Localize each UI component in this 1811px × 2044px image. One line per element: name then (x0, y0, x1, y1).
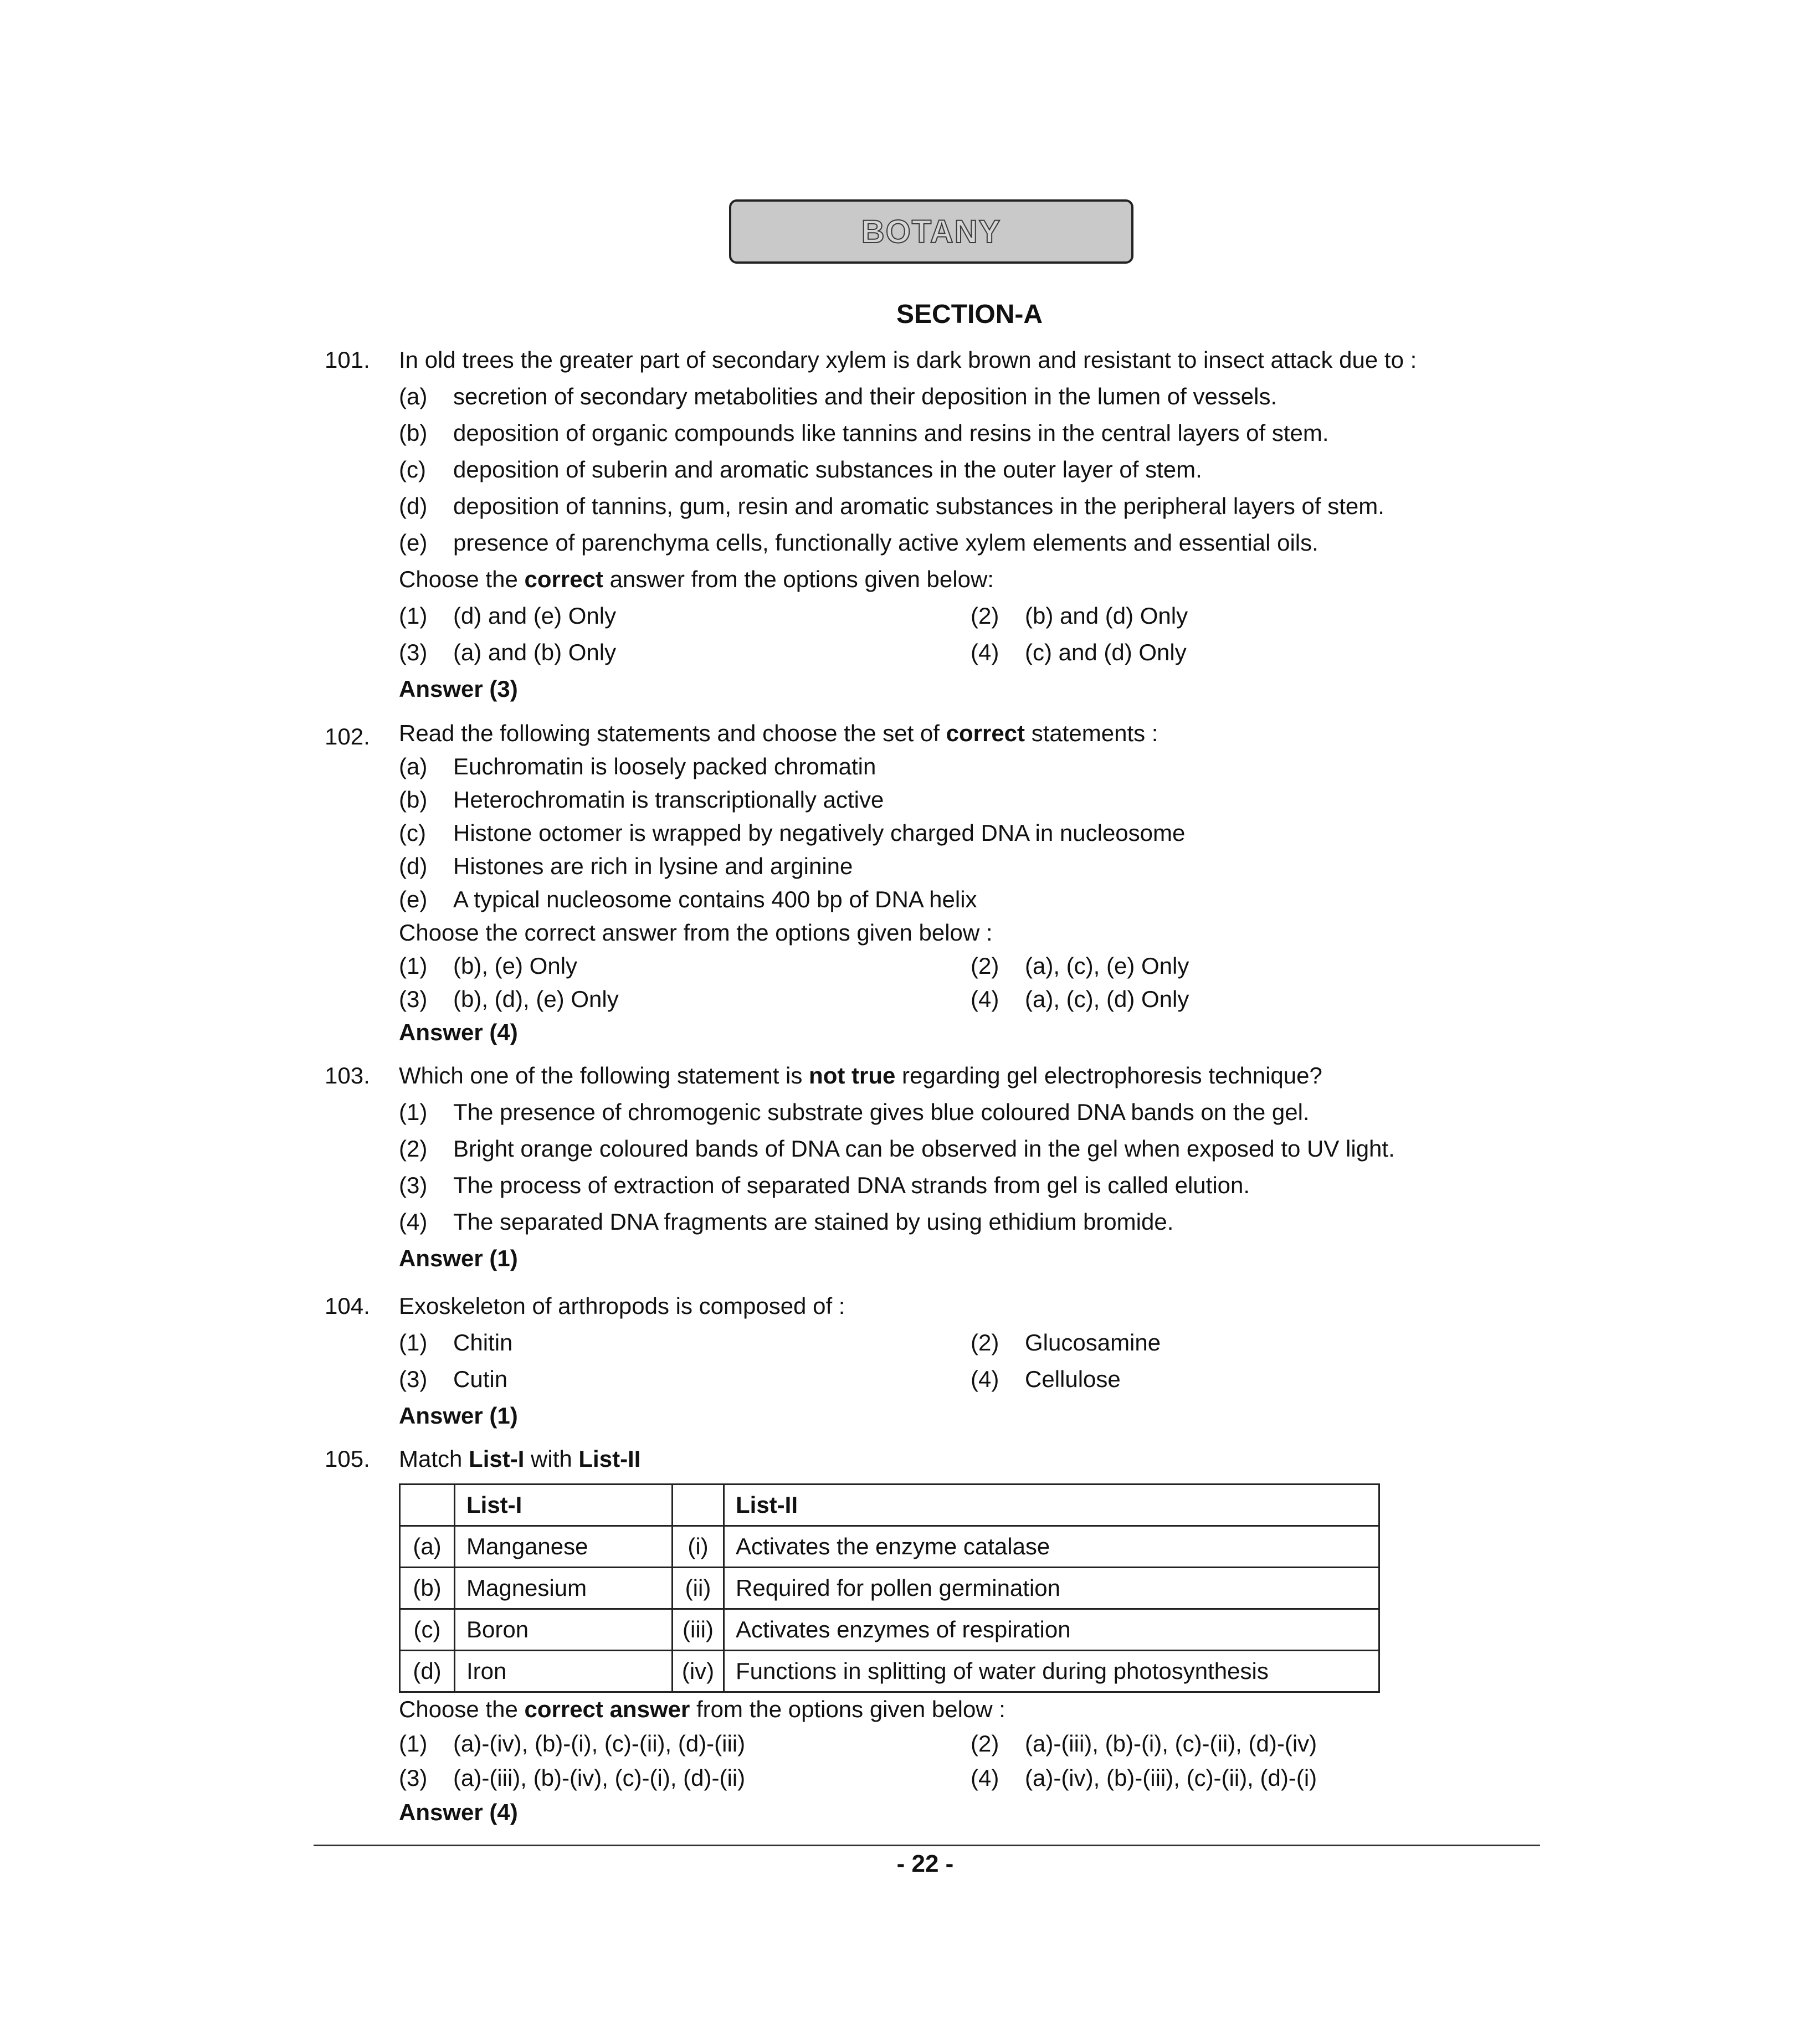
statement-label: (c) (399, 456, 426, 482)
statement-text: deposition of suberin and aromatic substances in the outer layer of stem. (453, 456, 1202, 482)
option-label: (2) (971, 1730, 999, 1757)
option-label: (3) (399, 986, 428, 1012)
question-text (399, 1446, 640, 1472)
option-label: (1) (399, 953, 428, 979)
question-text-part: statements : (1025, 720, 1158, 746)
statement-label: (e) (399, 530, 428, 556)
question-text-part: Match (399, 1446, 469, 1472)
statement-text: deposition of organic compounds like tannins and resins in the central layers of stem. (453, 420, 1329, 446)
table-cell: (b) (400, 1568, 455, 1609)
statement-text: Euchromatin is loosely packed chromatin (453, 753, 876, 779)
statement-text: presence of parenchyma cells, functionally active xylem elements and essential oils. (453, 530, 1319, 556)
statement-text: Heterochromatin is transcriptionally active (453, 787, 884, 813)
option-label: (3) (399, 1366, 428, 1392)
option-text: The separated DNA fragments are stained by using ethidium bromide. (453, 1209, 1174, 1235)
option-text: The presence of chromogenic substrate gives blue coloured DNA bands on the gel. (453, 1099, 1310, 1125)
option-text: (d) and (e) Only (453, 603, 617, 629)
table-row (400, 1568, 1379, 1609)
option-text: Cellulose (1025, 1366, 1121, 1392)
choose-instruction: Choose the correct answer from the options given below : (399, 920, 993, 946)
statement-label: (a) (399, 383, 428, 409)
table-cell: (c) (400, 1609, 455, 1651)
banner-title: BOTANY (861, 213, 1002, 250)
question-text-part: Which one of the following statement is (399, 1062, 809, 1088)
statement-label: (b) (399, 787, 428, 813)
question-emphasis: List-I (469, 1446, 525, 1472)
option-label: (3) (399, 1765, 428, 1791)
choose-instruction (399, 566, 994, 593)
answer-key: Answer (3) (399, 676, 518, 702)
statement-text: Histone octomer is wrapped by negatively charged DNA in nucleosome (453, 820, 1186, 846)
option-text: Bright orange coloured bands of DNA can be observed in the gel when exposed to UV light. (453, 1136, 1395, 1162)
match-table (399, 1483, 1380, 1693)
option-label: (4) (971, 986, 999, 1012)
option-text: (a)-(iii), (b)-(i), (c)-(ii), (d)-(iv) (1025, 1730, 1317, 1757)
section-title: SECTION-A (896, 300, 1043, 329)
option-text: (b) and (d) Only (1025, 603, 1188, 629)
table-cell: (ii) (673, 1568, 724, 1609)
choose-text: answer from the options given below: (603, 566, 994, 592)
question-text: In old trees the greater part of secondary xylem is dark brown and resistant to insect attack due to : (399, 347, 1417, 373)
table-cell: Magnesium (455, 1568, 673, 1609)
question-number: 105. (325, 1446, 370, 1472)
table-cell: Functions in splitting of water during photosynthesis (724, 1651, 1379, 1692)
choose-emphasis: correct answer (524, 1696, 690, 1722)
statement-label: (a) (399, 753, 428, 779)
table-header: List-I (455, 1485, 673, 1526)
botany-banner (729, 199, 1133, 264)
question-text-part: regarding gel electrophoresis technique? (895, 1062, 1322, 1088)
option-text: (b), (e) Only (453, 953, 578, 979)
option-label: (3) (399, 1172, 428, 1198)
table-cell: (iii) (673, 1609, 724, 1651)
option-text: (a), (c), (e) Only (1025, 953, 1189, 979)
choose-text: Choose the (399, 1696, 525, 1722)
answer-key: Answer (4) (399, 1799, 518, 1825)
table-cell (673, 1485, 724, 1526)
option-text: (a)-(iv), (b)-(i), (c)-(ii), (d)-(iii) (453, 1730, 746, 1757)
question-emphasis: List-II (578, 1446, 641, 1472)
choose-text: Choose the (399, 566, 525, 592)
choose-emphasis: correct (524, 566, 603, 592)
statement-text: Histones are rich in lysine and arginine (453, 853, 853, 879)
option-text: (a) and (b) Only (453, 639, 617, 665)
table-cell: Required for pollen germination (724, 1568, 1379, 1609)
option-label: (3) (399, 639, 428, 665)
statement-label: (c) (399, 820, 426, 846)
option-label: (1) (399, 1099, 428, 1125)
question-emphasis: not true (809, 1062, 896, 1088)
option-text: Glucosamine (1025, 1329, 1161, 1355)
statement-label: (d) (399, 853, 428, 879)
footer-divider (314, 1845, 1540, 1846)
table-cell: Manganese (455, 1526, 673, 1568)
question-number: 103. (325, 1062, 370, 1088)
option-label: (2) (971, 1329, 999, 1355)
statement-text: secretion of secondary metabolities and their deposition in the lumen of vessels. (453, 383, 1278, 409)
question-emphasis: correct (946, 720, 1025, 746)
statement-label: (b) (399, 420, 428, 446)
question-number: 101. (325, 347, 370, 373)
option-label: (4) (399, 1209, 428, 1235)
option-text: (a), (c), (d) Only (1025, 986, 1189, 1012)
option-text: (b), (d), (e) Only (453, 986, 619, 1012)
option-text: (a)-(iv), (b)-(iii), (c)-(ii), (d)-(i) (1025, 1765, 1317, 1791)
question-text-part: Read the following statements and choose the set of (399, 720, 946, 746)
option-label: (2) (971, 953, 999, 979)
answer-key: Answer (1) (399, 1403, 518, 1429)
statement-label: (e) (399, 886, 428, 912)
option-label: (2) (399, 1136, 428, 1162)
question-text-part: with (524, 1446, 579, 1472)
table-cell: (i) (673, 1526, 724, 1568)
table-row (400, 1651, 1379, 1692)
question-text (399, 720, 1158, 747)
question-number: 102. (325, 723, 370, 749)
option-label: (1) (399, 1730, 428, 1757)
table-cell: (d) (400, 1651, 455, 1692)
option-text: Chitin (453, 1329, 513, 1355)
table-header-row (400, 1485, 1379, 1526)
table-row (400, 1609, 1379, 1651)
table-cell: Iron (455, 1651, 673, 1692)
statement-text: deposition of tannins, gum, resin and aromatic substances in the peripheral layers of stem. (453, 493, 1384, 519)
option-label: (4) (971, 1366, 999, 1392)
table-cell (400, 1485, 455, 1526)
option-text: The process of extraction of separated DNA strands from gel is called elution. (453, 1172, 1250, 1198)
option-label: (1) (399, 603, 428, 629)
option-text: (a)-(iii), (b)-(iv), (c)-(i), (d)-(ii) (453, 1765, 746, 1791)
choose-instruction (399, 1696, 1005, 1723)
option-text: Cutin (453, 1366, 508, 1392)
table-cell: Activates enzymes of respiration (724, 1609, 1379, 1651)
table-header: List-II (724, 1485, 1379, 1526)
table-row (400, 1526, 1379, 1568)
answer-key: Answer (1) (399, 1245, 518, 1271)
table-cell: (a) (400, 1526, 455, 1568)
question-number: 104. (325, 1293, 370, 1319)
table-cell: (iv) (673, 1651, 724, 1692)
question-text: Exoskeleton of arthropods is composed of : (399, 1293, 845, 1319)
statement-label: (d) (399, 493, 428, 519)
option-label: (2) (971, 603, 999, 629)
choose-text: from the options given below : (690, 1696, 1005, 1722)
answer-key: Answer (4) (399, 1019, 518, 1045)
question-text (399, 1062, 1322, 1089)
page-number: - 22 - (896, 1850, 954, 1877)
statement-text: A typical nucleosome contains 400 bp of DNA helix (453, 886, 977, 912)
option-label: (1) (399, 1329, 428, 1355)
table-cell: Activates the enzyme catalase (724, 1526, 1379, 1568)
option-label: (4) (971, 1765, 999, 1791)
option-text: (c) and (d) Only (1025, 639, 1187, 665)
table-cell: Boron (455, 1609, 673, 1651)
option-label: (4) (971, 639, 999, 665)
